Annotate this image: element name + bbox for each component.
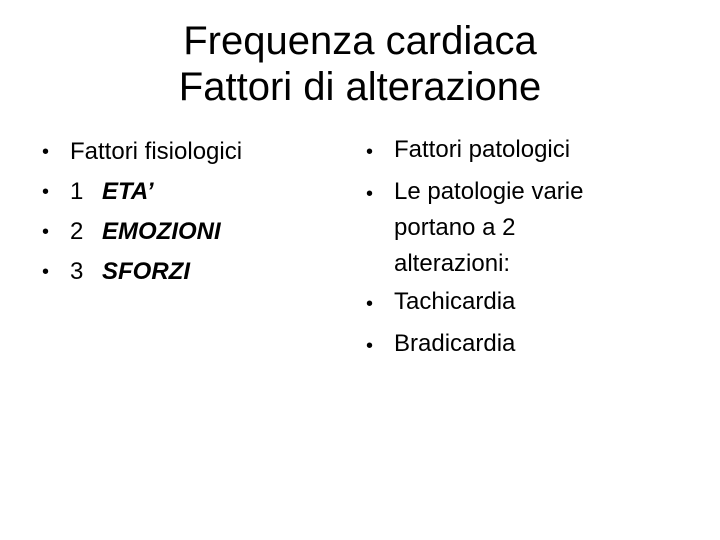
list-item <box>366 326 666 366</box>
bullet-icon: • <box>366 183 374 205</box>
list-item-text: Tachicardia <box>394 288 516 315</box>
title-line-2: Fattori di alterazione <box>178 65 542 109</box>
list-item-text: ETA’ <box>102 178 154 205</box>
list-item-text: Bradicardia <box>394 330 516 357</box>
list-item-number: 1 <box>70 178 84 205</box>
slide-title <box>0 18 720 110</box>
list-item <box>366 174 666 282</box>
list-item-text: Fattori patologici <box>394 136 571 163</box>
list-item <box>366 132 666 172</box>
list-item-number: 2 <box>70 218 84 245</box>
right-bullet-list <box>366 132 666 368</box>
list-item-text: Fattori fisiologici <box>70 138 243 165</box>
bullet-icon: • <box>42 221 50 243</box>
bullet-icon: • <box>42 141 50 163</box>
bullet-icon: • <box>42 181 50 203</box>
list-item-text-line: portano a 2 <box>394 214 516 241</box>
list-item-text: EMOZIONI <box>102 218 221 245</box>
list-item <box>42 172 332 212</box>
bullet-icon: • <box>42 261 50 283</box>
bullet-icon: • <box>366 293 374 315</box>
list-item-text-line: Le patologie varie <box>394 178 584 205</box>
title-line-1: Frequenza cardiaca <box>183 19 537 63</box>
list-item <box>366 284 666 324</box>
list-item <box>42 252 332 292</box>
list-item-number: 3 <box>70 258 84 285</box>
list-item-text-line: alterazioni: <box>394 250 511 277</box>
list-item-text: SFORZI <box>102 258 190 285</box>
left-bullet-list <box>42 132 332 292</box>
bullet-icon: • <box>366 335 374 357</box>
list-item <box>42 212 332 252</box>
bullet-icon: • <box>366 141 374 163</box>
list-item <box>42 132 332 172</box>
list-item-text <box>394 174 583 282</box>
